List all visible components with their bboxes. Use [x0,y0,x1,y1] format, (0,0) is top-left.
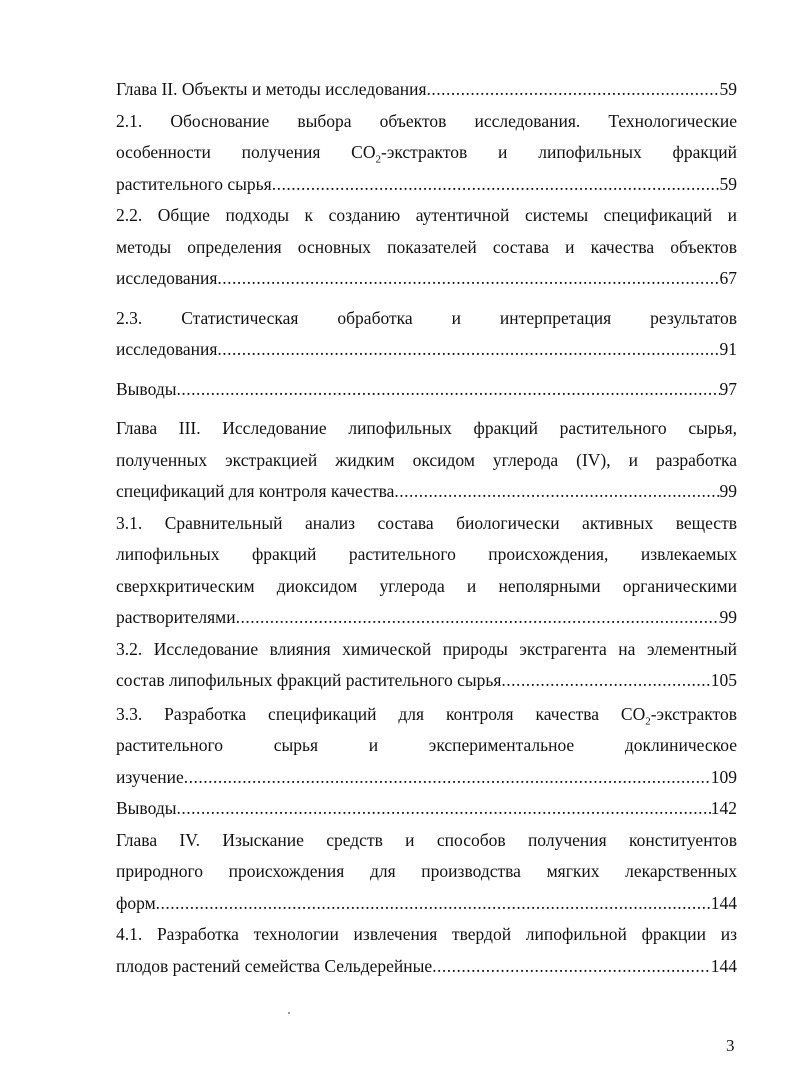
toc-title: спецификаций для контроля качества [116,481,395,501]
toc-page: 97 [719,378,737,399]
toc-leader [236,602,720,634]
toc-entry-4-1 [116,919,737,982]
toc-leader [184,762,711,794]
toc-page: 105 [710,670,737,690]
toc-page: 99 [719,607,737,627]
toc-entry-conclusions-2 [116,374,737,406]
toc-line: методы определения основных показателей состава и качества объектов [116,236,737,257]
toc-page: 142 [710,798,737,818]
toc-line: Глава III. Исследование липофильных фракций растительного сырья, [116,418,737,438]
toc-page: 144 [710,892,737,913]
toc-line: 3.3. Разработка спецификаций для контроля качества $CO_2$-экстрактов [116,703,737,727]
toc-title: Выводы [116,378,177,399]
toc-entry-2-2 [116,200,737,295]
toc-line: природного происхождения для производства мягких лекарственных [116,861,737,881]
scan-speck [288,1012,290,1014]
toc-title: растительного сырья [116,173,272,194]
toc-line: 3.1. Сравнительный анализ состава биологически активных веществ [116,512,737,533]
toc-entry-chapter-2 [116,74,737,106]
toc-line: растительного сырья и экспериментальное доклиническое [116,735,737,755]
toc-line: 2.1. Обоснование выбора объектов исследования. Технологические [116,110,737,131]
toc-page: 91 [719,339,737,359]
toc-title: Выводы [116,798,177,818]
toc-page: 59 [719,173,737,194]
toc-line: 2.3. Статистическая обработка и интерпретация результатов [116,307,737,328]
toc-title: состав липофильных фракций растительного сырья [116,670,502,690]
toc-line: 3.2. Исследование влияния химической природы экстрагента на элементный [116,638,737,659]
page-number: 3 [726,1036,735,1055]
toc-entry-2-3 [116,303,737,366]
toc-title: растворителями [116,607,236,627]
toc-entry-3-1 [116,508,737,634]
toc-leader [217,334,719,366]
toc-title: изучение [116,766,184,787]
toc-leader [176,793,710,825]
toc-line: 2.2. Общие подходы к созданию аутентичной системы спецификаций и [116,205,737,225]
toc-entry-2-1 [116,106,737,201]
toc-entry-chapter-4 [116,825,737,920]
toc-page: 59 [719,79,737,99]
toc-leader [217,263,719,295]
toc-leader [427,74,720,106]
toc-line: сверхкритическим диоксидом углерода и неполярными органическими [116,575,737,596]
toc-line: Глава IV. Изыскание средств и способов получения конституентов [116,829,737,850]
toc-title: Глава II. Объекты и методы исследования [116,79,427,99]
toc-leader [501,665,710,697]
toc-entry-chapter-3 [116,413,737,508]
toc-line: особенности получения $CO_2$-экстрактов и липофильных фракций [116,142,738,166]
toc-title: форм [116,892,156,913]
toc-page: 67 [719,268,737,288]
toc-line: липофильных фракций растительного происхождения, извлекаемых [116,544,737,564]
toc-entry-3-2 [116,634,737,697]
toc-title: плодов растений семейства Сельдерейные [116,955,433,976]
toc-leader [176,374,719,406]
toc-leader [394,476,719,508]
toc-title: исследования [116,268,218,288]
toc-title: исследования [116,339,218,359]
toc-page: 99 [719,481,737,501]
toc-page: 144 [710,955,737,976]
toc-line: 4.1. Разработка технологии извлечения твердой липофильной фракции из [116,924,737,944]
toc-entry-conclusions-3 [116,793,737,825]
toc-line: полученных экстракцией жидким оксидом углерода (IV), и разработка [116,449,737,470]
toc-page: 109 [710,766,737,787]
table-of-contents [116,74,737,982]
toc-entry-3-3 [116,699,737,794]
toc-leader [432,951,711,983]
toc-leader [272,169,720,201]
toc-leader [156,888,711,920]
